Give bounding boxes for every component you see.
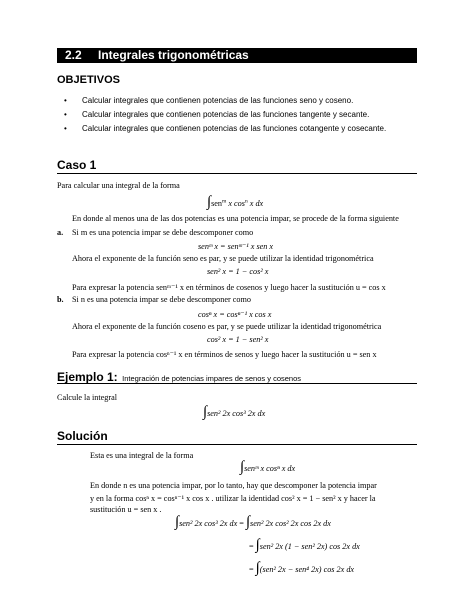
case-b-note: Ahora el exponente de la función coseno es par, y se puede utilizar la identidad trigonométrica	[72, 322, 382, 331]
objective-item: Calcular integrales que contienen potencias de las funciones cotangente y cosecante.	[82, 124, 387, 133]
case-b-express: Para expresar la potencia cosⁿ⁻¹ x en términos de senos y luego hacer la sustitución u = sen x	[72, 350, 377, 359]
example-integral: ∫sen² 2x cos³ 2x dx	[203, 404, 266, 420]
integral-sign-icon: ∫	[255, 560, 260, 576]
integral-sign-icon: ∫	[245, 514, 251, 530]
solution-step-1: ∫sen² 2x cos³ 2x dx = ∫sen² 2x cos² 2x cos 2x dx	[175, 514, 331, 530]
case-b-identity: cos² x = 1 − sen² x	[207, 335, 269, 344]
solution-step-2: = ∫sen² 2x (1 − sen² 2x) cos 2x dx	[249, 537, 360, 553]
bullet-icon: •	[64, 110, 67, 119]
caso1-intro: Para calcular una integral de la forma	[57, 181, 180, 190]
bullet-icon: •	[64, 96, 67, 105]
integral-sign-icon: ∫	[203, 404, 208, 420]
integral-sign-icon: ∫	[240, 459, 245, 475]
case-a-express: Para expresar la potencia senᵐ⁻¹ x en términos de cosenos y luego hacer la sustitución u = cos x	[72, 283, 386, 292]
example-prompt: Calcule la integral	[57, 393, 118, 402]
case-b-text: Si n es una potencia impar se debe descomponer como	[72, 295, 251, 304]
caso1-heading: Caso 1	[57, 158, 97, 172]
integral-sign-icon: ∫	[207, 194, 212, 210]
solution-paragraph-2: y en la forma cosⁿ x = cosⁿ⁻¹ x cos x . utilizar la identidad cos² x = 1 − sen² x y hacer la	[90, 494, 376, 503]
case-b-equation: cosⁿ x = cosⁿ⁻¹ x cos x	[198, 310, 272, 319]
case-a-identity: sen² x = 1 − cos² x	[207, 267, 269, 276]
caso1-rule	[57, 173, 417, 174]
solution-paragraph-3: sustitución u = sen x .	[90, 505, 162, 514]
integral-sign-icon: ∫	[255, 537, 260, 553]
solution-paragraph-1: En donde n es una potencia impar, por lo tanto, hay que descomponer la potencia impar	[90, 481, 377, 490]
objective-item: Calcular integrales que contienen potencias de las funciones tangente y secante.	[82, 110, 370, 119]
solution-line1: Esta es una integral de la forma	[90, 451, 194, 460]
case-a-note: Ahora el exponente de la función seno es par, y se puede utilizar la identidad trigonométrica	[72, 254, 374, 263]
objectives-heading: OBJETIVOS	[57, 74, 120, 86]
example-rule	[57, 383, 417, 384]
caso1-condition: En donde al menos una de las dos potencias es una potencia impar, se procede de la forma siguiente	[72, 214, 399, 223]
solution-form: ∫senᵐ x cosⁿ x dx	[240, 459, 296, 475]
integral-sign-icon: ∫	[175, 514, 180, 530]
caso1-integral-form: ∫sen$^m$ x $\cos^n x$ dx	[207, 194, 264, 210]
solution-rule	[57, 444, 417, 445]
solution-step-3: = ∫(sen² 2x − sen⁴ 2x) cos 2x dx	[249, 560, 355, 576]
section-title: Integrales trigonométricas	[98, 48, 249, 62]
solution-heading: Solución	[57, 429, 108, 443]
bullet-icon: •	[64, 124, 67, 133]
case-b-label: b.	[57, 295, 64, 304]
case-a-equation: senᵐ x = senᵐ⁻¹ x sen x	[198, 242, 274, 251]
section-number: 2.2	[65, 48, 82, 62]
case-a-label: a.	[57, 228, 64, 237]
section-header-bar	[57, 48, 417, 63]
example-label: Ejemplo 1:	[57, 370, 118, 384]
case-a-text: Si m es una potencia impar se debe descomponer como	[72, 228, 254, 237]
example-title: Integración de potencias impares de senos y cosenos	[122, 374, 301, 383]
objective-item: Calcular integrales que contienen potencias de las funciones seno y coseno.	[82, 96, 354, 105]
